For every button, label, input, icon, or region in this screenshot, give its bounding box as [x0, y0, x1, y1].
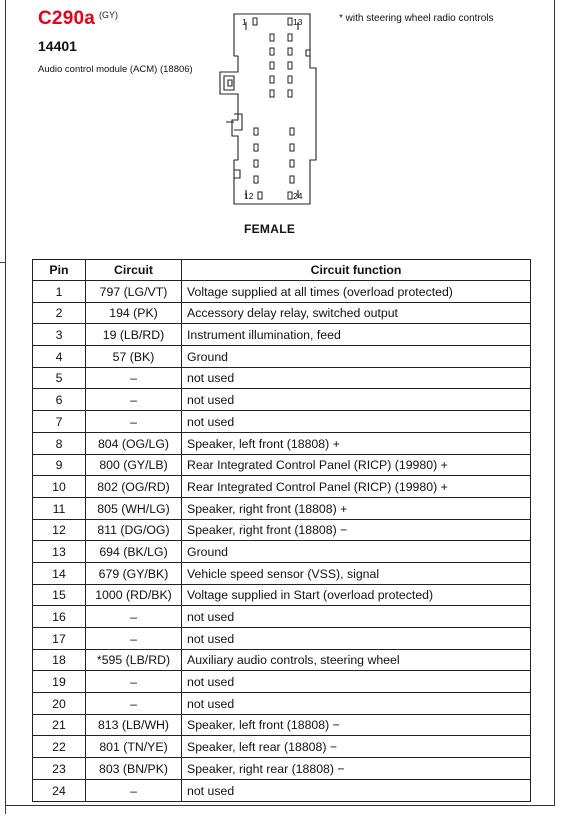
- table-row: [33, 389, 531, 411]
- table-row: [33, 628, 531, 650]
- connector-housing-outline: [220, 14, 316, 204]
- table-row: [33, 497, 531, 519]
- circuit-code: *595 (LB/RD): [86, 649, 182, 671]
- pin-number: 23: [33, 758, 86, 780]
- circuit-function: Ground: [182, 346, 531, 368]
- table-row: [33, 606, 531, 628]
- circuit-code: 803 (BN/PK): [86, 758, 182, 780]
- pin-number: 20: [33, 693, 86, 715]
- pin-label-13: 13: [293, 17, 303, 27]
- pin-number: 5: [33, 367, 86, 389]
- circuit-code: –: [86, 411, 182, 433]
- circuit-code: –: [86, 693, 182, 715]
- table-row: [33, 671, 531, 693]
- circuit-function: Voltage supplied in Start (overload protected): [182, 584, 531, 606]
- pin-label-12: 12: [244, 191, 254, 201]
- circuit-code: 57 (BK): [86, 346, 182, 368]
- table-row: [33, 693, 531, 715]
- table-row: [33, 758, 531, 780]
- pin-number: 10: [33, 476, 86, 498]
- circuit-code: –: [86, 779, 182, 801]
- circuit-function: Voltage supplied at all times (overload protected): [182, 281, 531, 303]
- circuit-code: 797 (LG/VT): [86, 281, 182, 303]
- circuit-function: Speaker, left front (18808) −: [182, 714, 531, 736]
- pin-label-1: 1: [242, 17, 247, 27]
- connector-keyway-detail: [226, 114, 242, 130]
- pinout-table: [32, 259, 531, 802]
- pin-number: 13: [33, 541, 86, 563]
- pin-number: 2: [33, 302, 86, 324]
- header-pin: Pin: [33, 260, 86, 281]
- pin-number: 17: [33, 628, 86, 650]
- circuit-function: Instrument illumination, feed: [182, 324, 531, 346]
- table-row: [33, 454, 531, 476]
- circuit-code: 19 (LB/RD): [86, 324, 182, 346]
- circuit-code: 802 (OG/RD): [86, 476, 182, 498]
- circuit-code: 813 (LB/WH): [86, 714, 182, 736]
- table-row: [33, 324, 531, 346]
- connector-flange-right: [306, 50, 310, 56]
- pin-cavities-left-column: [253, 18, 274, 199]
- pinout-table-body: [33, 281, 531, 802]
- connector-rib-top: [246, 22, 298, 30]
- table-row: [33, 541, 531, 563]
- connector-rib-bottom: [246, 190, 298, 198]
- table-row: [33, 584, 531, 606]
- circuit-code: 811 (DG/OG): [86, 519, 182, 541]
- pin-number: 12: [33, 519, 86, 541]
- circuit-code: 801 (TN/YE): [86, 736, 182, 758]
- circuit-code: 804 (OG/LG): [86, 432, 182, 454]
- circuit-code: 800 (GY/LB): [86, 454, 182, 476]
- pin-number: 8: [33, 432, 86, 454]
- table-row: [33, 714, 531, 736]
- table-row: [33, 562, 531, 584]
- header-circuit: Circuit: [86, 260, 182, 281]
- pin-number: 4: [33, 346, 86, 368]
- connector-color: (GY): [99, 10, 118, 20]
- table-header-row: [33, 260, 531, 281]
- circuit-function: not used: [182, 693, 531, 715]
- pin-cavities-right-column: [288, 18, 294, 199]
- pin-label-24: 24: [293, 191, 303, 201]
- circuit-function: Speaker, left front (18808) +: [182, 432, 531, 454]
- circuit-code: 679 (GY/BK): [86, 562, 182, 584]
- circuit-code: 194 (PK): [86, 302, 182, 324]
- circuit-code: –: [86, 628, 182, 650]
- circuit-function: Speaker, right front (18808) −: [182, 519, 531, 541]
- pin-number: 1: [33, 281, 86, 303]
- pin-number: 7: [33, 411, 86, 433]
- table-row: [33, 476, 531, 498]
- frame-tick-bottom: [5, 806, 6, 814]
- frame-right-border: [554, 0, 555, 806]
- pin-number: 3: [33, 324, 86, 346]
- connector-latch-detail: [224, 76, 234, 90]
- pin-number: 16: [33, 606, 86, 628]
- circuit-code: 805 (WH/LG): [86, 497, 182, 519]
- table-row: [33, 432, 531, 454]
- circuit-code: –: [86, 389, 182, 411]
- circuit-function: Rear Integrated Control Panel (RICP) (19980) +: [182, 476, 531, 498]
- circuit-function: Ground: [182, 541, 531, 563]
- header-function: Circuit function: [182, 260, 531, 281]
- circuit-function: Auxiliary audio controls, steering wheel: [182, 649, 531, 671]
- pin-number: 14: [33, 562, 86, 584]
- circuit-function: not used: [182, 671, 531, 693]
- circuit-function: Speaker, right rear (18808) −: [182, 758, 531, 780]
- pin-number: 22: [33, 736, 86, 758]
- circuit-function: Rear Integrated Control Panel (RICP) (19980) +: [182, 454, 531, 476]
- pin-number: 9: [33, 454, 86, 476]
- pin-number: 19: [33, 671, 86, 693]
- circuit-code: 694 (BK/LG): [86, 541, 182, 563]
- circuit-code: –: [86, 606, 182, 628]
- circuit-function: not used: [182, 389, 531, 411]
- footnote: * with steering wheel radio controls: [339, 13, 494, 24]
- circuit-function: not used: [182, 411, 531, 433]
- table-row: [33, 519, 531, 541]
- table-row: [33, 649, 531, 671]
- frame-bottom-border: [5, 805, 555, 806]
- table-row: [33, 346, 531, 368]
- pin-number: 21: [33, 714, 86, 736]
- circuit-function: Vehicle speed sensor (VSS), signal: [182, 562, 531, 584]
- frame-left-border: [5, 0, 6, 806]
- circuit-function: Speaker, left rear (18808) −: [182, 736, 531, 758]
- circuit-function: not used: [182, 628, 531, 650]
- circuit-function: Speaker, right front (18808) +: [182, 497, 531, 519]
- table-row: [33, 367, 531, 389]
- table-row: [33, 736, 531, 758]
- circuit-function: not used: [182, 367, 531, 389]
- table-row: [33, 281, 531, 303]
- circuit-code: –: [86, 367, 182, 389]
- circuit-function: Accessory delay relay, switched output: [182, 302, 531, 324]
- connector-id: C290a: [38, 8, 95, 29]
- pin-number: 11: [33, 497, 86, 519]
- circuit-function: not used: [182, 606, 531, 628]
- frame-tick-left: [0, 262, 6, 263]
- part-number: 14401: [38, 38, 77, 54]
- table-row: [33, 302, 531, 324]
- circuit-code: –: [86, 671, 182, 693]
- connector-diagram: [212, 10, 322, 210]
- connector-header: [38, 8, 118, 30]
- pin-number: 6: [33, 389, 86, 411]
- connector-flange-left: [234, 170, 240, 178]
- connector-gender-label: FEMALE: [244, 222, 296, 236]
- pin-number: 24: [33, 779, 86, 801]
- circuit-code: 1000 (RD/BK): [86, 584, 182, 606]
- pin-number: 18: [33, 649, 86, 671]
- pin-number: 15: [33, 584, 86, 606]
- table-row: [33, 779, 531, 801]
- table-row: [33, 411, 531, 433]
- module-description: Audio control module (ACM) (18806): [38, 64, 193, 75]
- circuit-function: not used: [182, 779, 531, 801]
